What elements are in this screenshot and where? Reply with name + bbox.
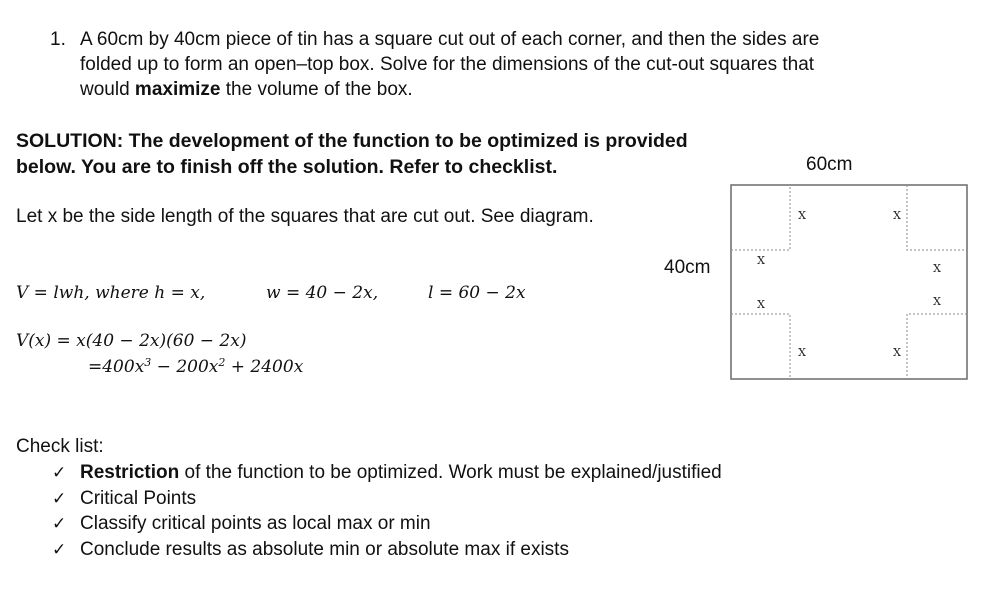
restriction-keyword: Restriction — [80, 462, 180, 483]
exponent-2: 2 — [218, 356, 226, 369]
checklist-title: Check list: — [16, 436, 104, 457]
problem-line-3 — [80, 77, 940, 102]
cut-label-top-right-top: X — [893, 209, 901, 222]
solution-line-1: SOLUTION: The development of the function to be optimized is provided — [16, 130, 688, 152]
problem-line-3-start: would — [80, 79, 135, 100]
problem-line-2: folded up to form an open–top box. Solve for the dimensions of the cut-out squares that — [80, 54, 815, 75]
checkmark-icon: ✓ — [52, 514, 67, 534]
let-statement: Let x be the side length of the squares that are cut out. See diagram. — [16, 206, 594, 227]
length-formula: l = 60 − 2x — [428, 283, 526, 303]
checklist — [52, 460, 722, 562]
volume-expanded — [88, 356, 303, 377]
volume-definitions — [16, 283, 526, 303]
cut-label-bottom-left-side: X — [757, 298, 765, 311]
cut-label-bottom-right-bottom: X — [893, 346, 901, 359]
cut-label-top-left-top: X — [798, 209, 806, 222]
expanded-term-1: =400x — [88, 357, 145, 377]
checkmark-icon: ✓ — [52, 488, 67, 509]
checklist-item-1-text: of the function to be optimized. Work must be explained/justified — [179, 462, 722, 483]
expanded-term-2: − 200x — [151, 357, 219, 377]
checklist-item-2-text: Critical Points — [80, 487, 197, 509]
height-label: 40cm — [664, 257, 711, 278]
checklist-item-restriction — [52, 460, 722, 486]
checkmark-icon: ✓ — [52, 463, 67, 483]
problem-line-1: A 60cm by 40cm piece of tin has a square cut out of each corner, and then the sides are — [80, 29, 820, 50]
solution-line-2: below. You are to finish off the solution. Refer to checklist. — [16, 156, 558, 178]
cut-label-top-left-side: X — [757, 254, 765, 267]
problem-number: 1. — [50, 29, 66, 50]
cut-label-bottom-left-bottom: X — [798, 346, 806, 359]
volume-formula: V = lwh, where h = x, — [16, 283, 206, 303]
volume-function: V(x) = x(40 − 2x)(60 − 2x) — [16, 331, 247, 351]
checkmark-icon: ✓ — [52, 539, 67, 560]
tin-sheet-diagram — [728, 182, 970, 382]
checklist-item-critical-points — [52, 486, 722, 512]
problem-line-3-end: the volume of the box. — [220, 79, 413, 100]
problem-text — [80, 27, 940, 102]
maximize-keyword: maximize — [134, 79, 221, 100]
width-label: 60cm — [806, 154, 853, 175]
expanded-term-3: + 2400x — [225, 357, 304, 377]
cut-label-bottom-right-side: X — [933, 295, 941, 308]
width-formula: w = 40 − 2x, — [266, 283, 379, 303]
tin-sheet-outline — [731, 185, 967, 379]
checklist-item-classify — [52, 511, 722, 537]
solution-heading — [16, 128, 816, 180]
checklist-item-4-text: Conclude results as absolute min or absolute max if exists — [80, 538, 569, 560]
checklist-item-3-text: Classify critical points as local max or min — [80, 513, 431, 534]
exponent-3: 3 — [144, 356, 152, 369]
cut-label-top-right-side: X — [933, 262, 941, 275]
checklist-item-conclude — [52, 537, 722, 563]
